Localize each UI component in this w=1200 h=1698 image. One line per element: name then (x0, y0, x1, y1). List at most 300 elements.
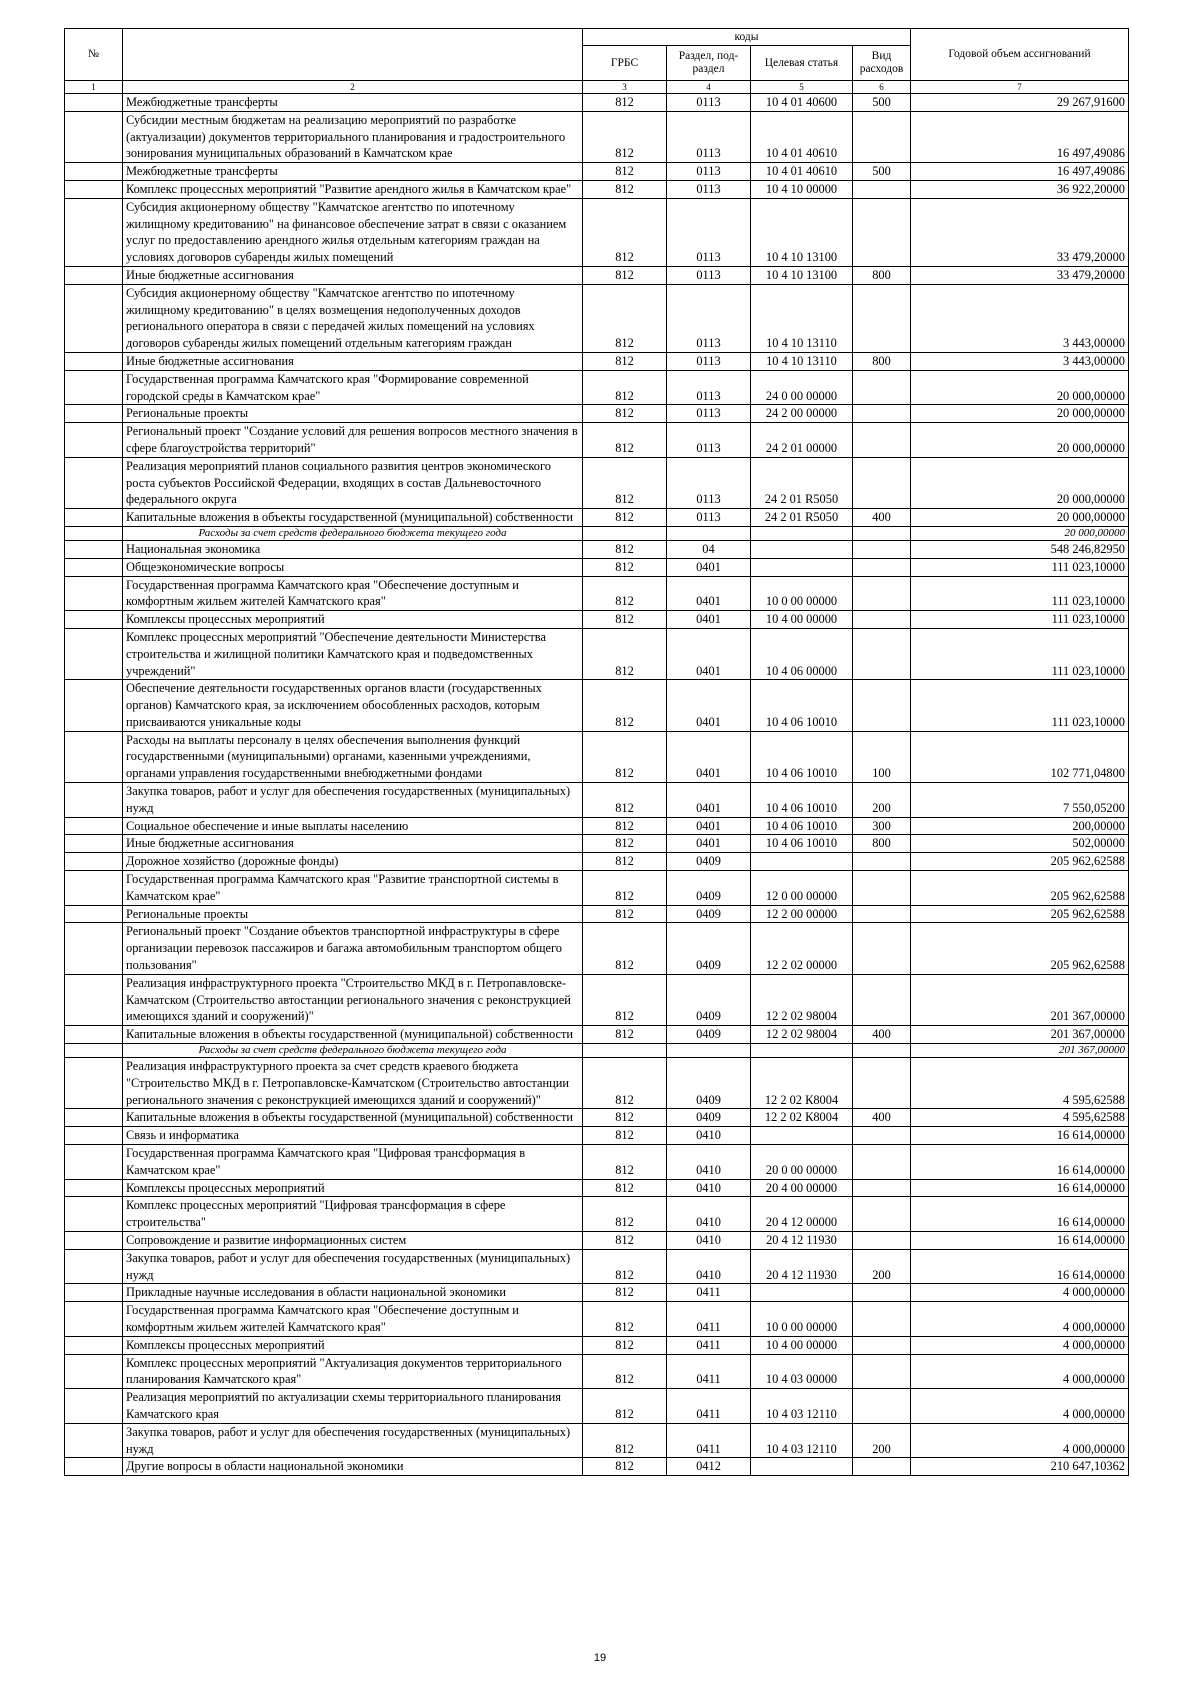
row-section: 0113 (667, 163, 751, 181)
row-expense-kind (853, 370, 911, 405)
table-row (65, 405, 1129, 423)
row-section: 0409 (667, 1109, 751, 1127)
row-grbs: 812 (583, 923, 667, 974)
table-row (65, 835, 1129, 853)
row-target-article: 10 4 01 40610 (751, 163, 853, 181)
row-name: Другие вопросы в области национальной экономики (123, 1458, 583, 1476)
row-number-cell (65, 509, 123, 527)
row-grbs (583, 526, 667, 540)
row-section: 0409 (667, 871, 751, 906)
row-section: 0113 (667, 509, 751, 527)
row-expense-kind (853, 576, 911, 611)
row-grbs: 812 (583, 405, 667, 423)
row-expense-kind (853, 1458, 911, 1476)
row-name: Государственная программа Камчатского края "Развитие транспортной системы в Камчатском крае" (123, 871, 583, 906)
row-section: 0401 (667, 731, 751, 782)
row-number-cell (65, 817, 123, 835)
table-row (65, 1284, 1129, 1302)
row-expense-kind (853, 1145, 911, 1180)
row-section: 0401 (667, 611, 751, 629)
row-amount: 4 000,00000 (911, 1389, 1129, 1424)
column-number: 3 (583, 81, 667, 94)
row-name: Закупка товаров, работ и услуг для обеспечения государственных (муниципальных) нужд (123, 783, 583, 818)
row-expense-kind (853, 1044, 911, 1058)
row-name: Иные бюджетные ассигнования (123, 266, 583, 284)
row-number-cell (65, 370, 123, 405)
row-grbs: 812 (583, 266, 667, 284)
row-name: Комплекс процессных мероприятий "Актуализация документов территориального планирования Камчатского края" (123, 1354, 583, 1389)
row-amount: 33 479,20000 (911, 266, 1129, 284)
row-number-cell (65, 1423, 123, 1458)
row-grbs: 812 (583, 284, 667, 352)
column-number: 5 (751, 81, 853, 94)
row-name: Субсидия акционерному обществу "Камчатское агентство по ипотечному жилищному кредитованию" на финансовое обеспечение затрат в связи с оказанием услуг по предоставлению арендного жилья отдельным категориям граждан на условиях договоров субаренды жилых помещений (123, 198, 583, 266)
row-amount: 3 443,00000 (911, 284, 1129, 352)
row-expense-kind (853, 680, 911, 731)
row-target-article: 24 2 01 00000 (751, 423, 853, 458)
row-amount: 4 000,00000 (911, 1302, 1129, 1337)
row-section: 0113 (667, 266, 751, 284)
row-number-cell (65, 94, 123, 112)
row-expense-kind (853, 905, 911, 923)
row-expense-kind: 400 (853, 1109, 911, 1127)
row-section (667, 526, 751, 540)
table-row (65, 1336, 1129, 1354)
row-amount: 36 922,20000 (911, 180, 1129, 198)
row-grbs: 812 (583, 1109, 667, 1127)
table-row (65, 370, 1129, 405)
budget-allocation-table (64, 28, 1129, 1476)
row-section: 0401 (667, 835, 751, 853)
row-grbs: 812 (583, 1249, 667, 1284)
row-grbs: 812 (583, 111, 667, 162)
row-grbs: 812 (583, 558, 667, 576)
row-expense-kind (853, 1058, 911, 1109)
row-number-cell (65, 853, 123, 871)
row-expense-kind (853, 526, 911, 540)
row-amount: 4 000,00000 (911, 1336, 1129, 1354)
row-name: Капитальные вложения в объекты государственной (муниципальной) собственности (123, 1026, 583, 1044)
row-expense-kind (853, 111, 911, 162)
row-section: 0113 (667, 405, 751, 423)
row-amount: 201 367,00000 (911, 974, 1129, 1025)
row-grbs: 812 (583, 680, 667, 731)
row-name: Национальная экономика (123, 540, 583, 558)
row-name: Комплекс процессных мероприятий "Цифровая трансформация в сфере строительства" (123, 1197, 583, 1232)
row-section: 0113 (667, 352, 751, 370)
table-row (65, 457, 1129, 508)
row-name: Реализация инфраструктурного проекта за счет средств краевого бюджета "Строительство МКД в г. Петропавловске-Камчатском (Строительство автостанции регионального значения с реконструкцией имеющихся зданий и сооружений)" (123, 1058, 583, 1109)
row-amount: 16 497,49086 (911, 111, 1129, 162)
row-name: Иные бюджетные ассигнования (123, 835, 583, 853)
row-target-article: 12 2 00 00000 (751, 905, 853, 923)
header-name-blank (123, 29, 583, 81)
row-grbs: 812 (583, 1145, 667, 1180)
row-number-cell (65, 423, 123, 458)
table-row (65, 1026, 1129, 1044)
row-name: Расходы на выплаты персоналу в целях обеспечения выполнения функций государственными (муниципальными) органами, казенными учреждениями, органами управления государственными внебюджетными фондами (123, 731, 583, 782)
row-amount: 16 614,00000 (911, 1249, 1129, 1284)
row-grbs: 812 (583, 94, 667, 112)
row-grbs (583, 1044, 667, 1058)
budget-table-sheet (64, 28, 1128, 1476)
row-name: Государственная программа Камчатского края "Цифровая трансформация в Камчатском крае" (123, 1145, 583, 1180)
row-number-cell (65, 923, 123, 974)
table-row (65, 266, 1129, 284)
row-section: 0410 (667, 1127, 751, 1145)
row-amount: 205 962,62588 (911, 905, 1129, 923)
row-expense-kind (853, 1197, 911, 1232)
row-grbs: 812 (583, 974, 667, 1025)
row-grbs: 812 (583, 1058, 667, 1109)
row-target-article: 10 4 01 40610 (751, 111, 853, 162)
table-row (65, 558, 1129, 576)
row-section: 0401 (667, 558, 751, 576)
row-grbs: 812 (583, 905, 667, 923)
row-expense-kind (853, 1179, 911, 1197)
row-target-article: 10 4 00 00000 (751, 611, 853, 629)
table-row (65, 1197, 1129, 1232)
table-row (65, 1389, 1129, 1424)
row-section: 0401 (667, 628, 751, 679)
row-amount: 20 000,00000 (911, 423, 1129, 458)
row-expense-kind: 200 (853, 783, 911, 818)
row-section: 0401 (667, 680, 751, 731)
row-number-cell (65, 266, 123, 284)
row-expense-kind (853, 853, 911, 871)
table-row (65, 1249, 1129, 1284)
row-grbs: 812 (583, 731, 667, 782)
table-row (65, 853, 1129, 871)
row-amount: 200,00000 (911, 817, 1129, 835)
row-target-article (751, 853, 853, 871)
row-target-article: 10 4 06 10010 (751, 783, 853, 818)
row-number-cell (65, 1302, 123, 1337)
row-target-article: 10 4 06 00000 (751, 628, 853, 679)
row-target-article: 10 4 06 10010 (751, 835, 853, 853)
column-number: 4 (667, 81, 751, 94)
row-target-article: 12 2 02 98004 (751, 974, 853, 1025)
table-body (65, 94, 1129, 1476)
row-expense-kind (853, 540, 911, 558)
row-target-article (751, 1127, 853, 1145)
row-number-cell (65, 1109, 123, 1127)
row-grbs: 812 (583, 352, 667, 370)
row-section: 0412 (667, 1458, 751, 1476)
row-number-cell (65, 680, 123, 731)
column-number-row (65, 81, 1129, 94)
row-grbs: 812 (583, 509, 667, 527)
row-amount: 20 000,00000 (911, 457, 1129, 508)
row-amount: 20 000,00000 (911, 405, 1129, 423)
row-expense-kind: 800 (853, 266, 911, 284)
row-grbs: 812 (583, 198, 667, 266)
row-amount: 111 023,10000 (911, 680, 1129, 731)
row-number-cell (65, 905, 123, 923)
header-section: Раздел, под-раздел (667, 46, 751, 81)
row-target-article: 10 4 10 00000 (751, 180, 853, 198)
table-row (65, 1145, 1129, 1180)
row-expense-kind (853, 423, 911, 458)
row-number-cell (65, 835, 123, 853)
row-target-article: 24 2 01 R5050 (751, 509, 853, 527)
row-section: 0113 (667, 370, 751, 405)
row-number-cell (65, 558, 123, 576)
row-grbs: 812 (583, 163, 667, 181)
row-section: 0113 (667, 180, 751, 198)
row-grbs: 812 (583, 1389, 667, 1424)
row-grbs: 812 (583, 540, 667, 558)
row-grbs: 812 (583, 1336, 667, 1354)
row-amount: 16 614,00000 (911, 1197, 1129, 1232)
row-target-article: 10 4 03 12110 (751, 1423, 853, 1458)
row-name: Прикладные научные исследования в области национальной экономики (123, 1284, 583, 1302)
row-section: 0409 (667, 923, 751, 974)
row-target-article: 10 4 00 00000 (751, 1336, 853, 1354)
table-row (65, 352, 1129, 370)
row-target-article: 10 4 03 12110 (751, 1389, 853, 1424)
row-number-cell (65, 731, 123, 782)
row-target-article: 20 4 00 00000 (751, 1179, 853, 1197)
row-amount: 201 367,00000 (911, 1026, 1129, 1044)
row-expense-kind (853, 923, 911, 974)
row-target-article: 10 4 03 00000 (751, 1354, 853, 1389)
table-row (65, 1179, 1129, 1197)
row-section: 0411 (667, 1336, 751, 1354)
table-row (65, 783, 1129, 818)
row-number-cell (65, 163, 123, 181)
row-target-article (751, 1044, 853, 1058)
row-name: Реализация мероприятий планов социального развития центров экономического роста субъектов Российской Федерации, входящих в состав Дальневосточного федерального округа (123, 457, 583, 508)
row-amount: 20 000,00000 (911, 370, 1129, 405)
table-row (65, 509, 1129, 527)
row-grbs: 812 (583, 853, 667, 871)
row-amount: 4 000,00000 (911, 1284, 1129, 1302)
row-number-cell (65, 180, 123, 198)
row-number-cell (65, 1389, 123, 1424)
column-number: 1 (65, 81, 123, 94)
table-note-row (65, 1044, 1129, 1058)
row-amount: 111 023,10000 (911, 611, 1129, 629)
row-expense-kind (853, 198, 911, 266)
row-amount: 502,00000 (911, 835, 1129, 853)
row-section: 0410 (667, 1232, 751, 1250)
table-row (65, 1458, 1129, 1476)
row-target-article: 10 4 06 10010 (751, 680, 853, 731)
row-number-cell (65, 628, 123, 679)
row-expense-kind: 300 (853, 817, 911, 835)
table-row (65, 680, 1129, 731)
row-amount: 29 267,91600 (911, 94, 1129, 112)
row-number-cell (65, 1336, 123, 1354)
row-number-cell (65, 1197, 123, 1232)
row-amount: 4 000,00000 (911, 1354, 1129, 1389)
row-grbs: 812 (583, 1026, 667, 1044)
row-expense-kind (853, 611, 911, 629)
row-name: Межбюджетные трансферты (123, 94, 583, 112)
row-expense-kind (853, 628, 911, 679)
row-number-cell (65, 1179, 123, 1197)
row-expense-kind: 500 (853, 94, 911, 112)
row-number-cell (65, 1058, 123, 1109)
row-target-article: 20 4 12 00000 (751, 1197, 853, 1232)
row-number-cell (65, 576, 123, 611)
row-expense-kind (853, 180, 911, 198)
row-section: 0401 (667, 576, 751, 611)
row-amount: 205 962,62588 (911, 923, 1129, 974)
row-name: Региональные проекты (123, 905, 583, 923)
row-name: Расходы за счет средств федерального бюджета текущего года (123, 1044, 583, 1058)
row-grbs: 812 (583, 1197, 667, 1232)
row-grbs: 812 (583, 423, 667, 458)
row-number-cell (65, 1354, 123, 1389)
table-row (65, 180, 1129, 198)
row-amount: 548 246,82950 (911, 540, 1129, 558)
row-target-article: 10 4 10 13110 (751, 352, 853, 370)
row-section: 0410 (667, 1197, 751, 1232)
row-amount: 111 023,10000 (911, 628, 1129, 679)
row-name: Комплексы процессных мероприятий (123, 611, 583, 629)
row-name: Иные бюджетные ассигнования (123, 352, 583, 370)
table-row (65, 576, 1129, 611)
row-name: Государственная программа Камчатского края "Обеспечение доступным и комфортным жильем жителей Камчатского края" (123, 1302, 583, 1337)
row-expense-kind (853, 284, 911, 352)
row-expense-kind (853, 1389, 911, 1424)
row-expense-kind (853, 558, 911, 576)
row-target-article: 10 4 10 13110 (751, 284, 853, 352)
row-section: 0409 (667, 853, 751, 871)
row-name: Комплекс процессных мероприятий "Обеспечение деятельности Министерства строительства и жилищной политики Камчатского края и подведомственных учреждений" (123, 628, 583, 679)
row-name: Комплекс процессных мероприятий "Развитие арендного жилья в Камчатском крае" (123, 180, 583, 198)
row-target-article: 10 4 06 10010 (751, 817, 853, 835)
row-amount: 210 647,10362 (911, 1458, 1129, 1476)
row-target-article (751, 540, 853, 558)
row-number-cell (65, 405, 123, 423)
row-amount: 3 443,00000 (911, 352, 1129, 370)
row-section: 0409 (667, 974, 751, 1025)
row-number-cell (65, 1458, 123, 1476)
header-annual-volume: Годовой объем ассигнований (911, 29, 1129, 81)
row-target-article (751, 1284, 853, 1302)
row-number-cell (65, 1026, 123, 1044)
row-expense-kind (853, 1302, 911, 1337)
row-section: 0411 (667, 1389, 751, 1424)
row-section: 0411 (667, 1284, 751, 1302)
header-target-article: Целевая статья (751, 46, 853, 81)
row-grbs: 812 (583, 1302, 667, 1337)
table-row (65, 163, 1129, 181)
row-name: Расходы за счет средств федерального бюджета текущего года (123, 526, 583, 540)
row-name: Региональные проекты (123, 405, 583, 423)
header-number: № (65, 29, 123, 81)
row-grbs: 812 (583, 1232, 667, 1250)
row-amount: 33 479,20000 (911, 198, 1129, 266)
row-target-article: 20 4 12 11930 (751, 1232, 853, 1250)
table-row (65, 974, 1129, 1025)
row-section: 0411 (667, 1302, 751, 1337)
row-expense-kind: 400 (853, 509, 911, 527)
row-grbs: 812 (583, 1127, 667, 1145)
table-row (65, 731, 1129, 782)
row-name: Реализация инфраструктурного проекта "Строительство МКД в г. Петропавловске-Камчатском (Строительство автостанции регионального значения с реконструкцией имеющихся зданий и сооружений)" (123, 974, 583, 1025)
row-number-cell (65, 1127, 123, 1145)
row-target-article: 10 4 10 13100 (751, 198, 853, 266)
row-target-article: 10 0 00 00000 (751, 576, 853, 611)
row-expense-kind (853, 1232, 911, 1250)
row-amount: 205 962,62588 (911, 871, 1129, 906)
table-row (65, 540, 1129, 558)
row-number-cell (65, 198, 123, 266)
row-expense-kind (853, 1127, 911, 1145)
row-name: Капитальные вложения в объекты государственной (муниципальной) собственности (123, 509, 583, 527)
row-amount: 7 550,05200 (911, 783, 1129, 818)
row-target-article: 10 4 01 40600 (751, 94, 853, 112)
row-amount: 20 000,00000 (911, 509, 1129, 527)
row-amount: 16 497,49086 (911, 163, 1129, 181)
row-amount: 102 771,04800 (911, 731, 1129, 782)
row-grbs: 812 (583, 817, 667, 835)
row-amount: 4 595,62588 (911, 1109, 1129, 1127)
row-grbs: 812 (583, 1423, 667, 1458)
row-number-cell (65, 783, 123, 818)
row-section: 0401 (667, 817, 751, 835)
row-name: Межбюджетные трансферты (123, 163, 583, 181)
row-amount: 16 614,00000 (911, 1127, 1129, 1145)
row-section: 0410 (667, 1145, 751, 1180)
row-section: 0411 (667, 1354, 751, 1389)
row-section: 0409 (667, 1026, 751, 1044)
row-section: 0113 (667, 94, 751, 112)
row-amount: 16 614,00000 (911, 1232, 1129, 1250)
row-expense-kind (853, 871, 911, 906)
header-grbs: ГРБС (583, 46, 667, 81)
row-number-cell (65, 457, 123, 508)
row-section: 0113 (667, 111, 751, 162)
row-section: 0410 (667, 1249, 751, 1284)
table-row (65, 1302, 1129, 1337)
row-number-cell (65, 352, 123, 370)
row-number-cell (65, 526, 123, 540)
row-target-article: 24 0 00 00000 (751, 370, 853, 405)
row-section: 0113 (667, 457, 751, 508)
row-grbs: 812 (583, 871, 667, 906)
row-grbs: 812 (583, 611, 667, 629)
row-target-article: 12 0 00 00000 (751, 871, 853, 906)
row-number-cell (65, 284, 123, 352)
header-codes: коды (583, 29, 911, 46)
row-amount: 201 367,00000 (911, 1044, 1129, 1058)
row-name: Связь и информатика (123, 1127, 583, 1145)
row-name: Закупка товаров, работ и услуг для обеспечения государственных (муниципальных) нужд (123, 1249, 583, 1284)
row-expense-kind: 400 (853, 1026, 911, 1044)
table-row (65, 628, 1129, 679)
row-section: 0113 (667, 423, 751, 458)
row-target-article (751, 526, 853, 540)
row-section: 0113 (667, 284, 751, 352)
table-row (65, 611, 1129, 629)
table-row (65, 905, 1129, 923)
row-target-article: 10 4 10 13100 (751, 266, 853, 284)
row-section: 0113 (667, 198, 751, 266)
row-name: Социальное обеспечение и иные выплаты населению (123, 817, 583, 835)
row-expense-kind: 800 (853, 352, 911, 370)
row-name: Общеэкономические вопросы (123, 558, 583, 576)
row-target-article: 24 2 01 R5050 (751, 457, 853, 508)
row-section (667, 1044, 751, 1058)
row-name: Обеспечение деятельности государственных органов власти (государственных органов) Камчатского края, за исключением обособленных расходов, которым присваиваются уникальные коды (123, 680, 583, 731)
row-target-article: 10 4 06 10010 (751, 731, 853, 782)
row-target-article: 20 4 12 11930 (751, 1249, 853, 1284)
